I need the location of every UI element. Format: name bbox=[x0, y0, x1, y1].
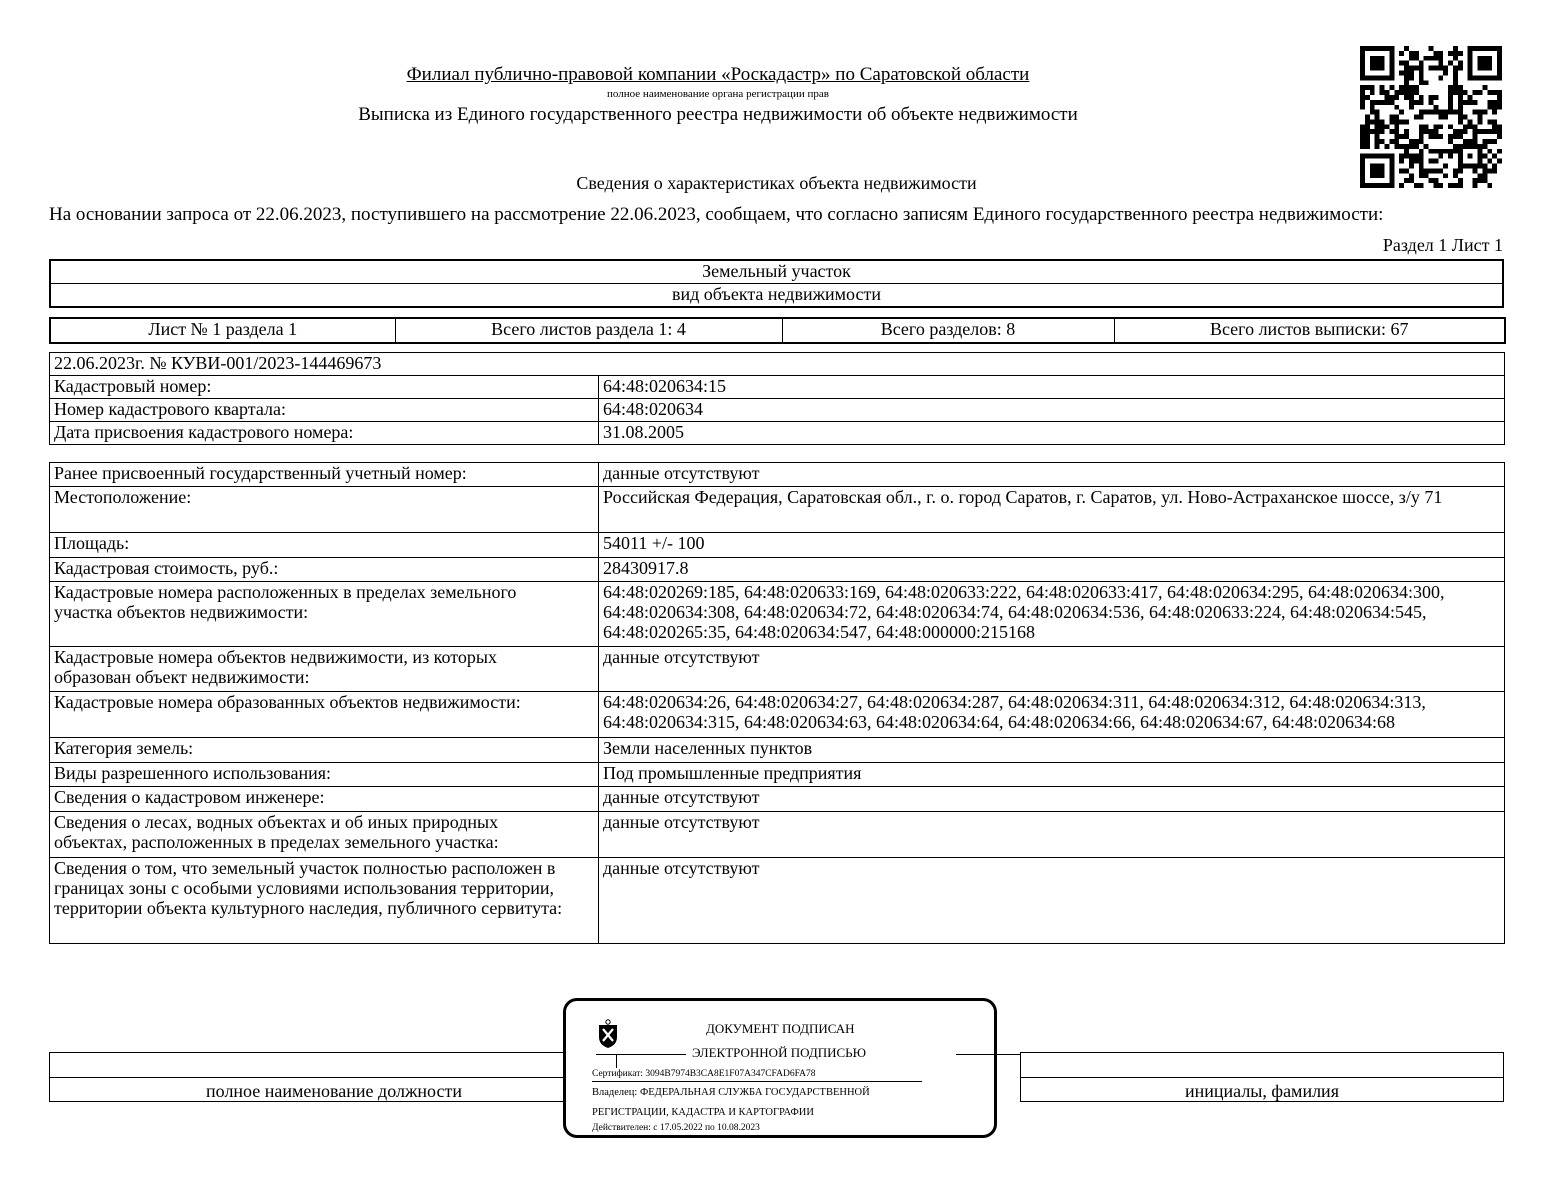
row-value: данные отсутствуют bbox=[599, 463, 1505, 487]
row-label: Сведения о кадастровом инженере: bbox=[50, 787, 599, 812]
position-field-divider bbox=[49, 1077, 567, 1078]
row-value: 64:48:020634:15 bbox=[599, 376, 1505, 399]
row-label: Сведения о лесах, водных объектах и об иных природных объектах, расположенных в пределах земельного участка: bbox=[50, 812, 599, 858]
object-type-caption: вид объекта недвижимости bbox=[50, 284, 1503, 308]
electronic-signature-stamp bbox=[563, 998, 997, 1138]
table-row bbox=[50, 487, 1505, 533]
table-row bbox=[50, 858, 1505, 944]
characteristics-table bbox=[49, 462, 1505, 944]
table-row bbox=[50, 422, 1505, 445]
row-value: данные отсутствуют bbox=[599, 647, 1505, 692]
registrar-name: Филиал публично-правовой компании «Роскадастр» по Саратовской области bbox=[406, 64, 1030, 85]
row-value: 54011 +/- 100 bbox=[599, 533, 1505, 558]
stamp-divider bbox=[616, 1054, 617, 1068]
stamp-divider bbox=[956, 1054, 1020, 1055]
row-value: Под промышленные предприятия bbox=[599, 763, 1505, 787]
sheet-info-table bbox=[49, 317, 1506, 344]
section-sheet-label: Раздел 1 Лист 1 bbox=[1382, 235, 1503, 255]
coat-of-arms-icon bbox=[596, 1019, 620, 1049]
row-label: Сведения о том, что земельный участок полностью расположен в границах зоны с особыми условиями использования территории, территории объекта культурного наследия, публичного сервитута: bbox=[50, 858, 599, 944]
row-label: Кадастровая стоимость, руб.: bbox=[50, 558, 599, 582]
name-caption: инициалы, фамилия bbox=[1185, 1081, 1339, 1101]
table-row bbox=[50, 763, 1505, 787]
object-type: Земельный участок bbox=[50, 260, 1503, 284]
stamp-title-line-2: ЭЛЕКТРОННОЙ ПОДПИСЬЮ bbox=[692, 1045, 866, 1060]
row-label: Площадь: bbox=[50, 533, 599, 558]
table-row bbox=[50, 533, 1505, 558]
row-label: Ранее присвоенный государственный учетный номер: bbox=[50, 463, 599, 487]
stamp-divider bbox=[596, 1054, 686, 1055]
row-value: 31.08.2005 bbox=[599, 422, 1505, 445]
name-field-divider bbox=[1020, 1077, 1504, 1078]
table-row bbox=[50, 812, 1505, 858]
table-row bbox=[50, 463, 1505, 487]
extract-number: 22.06.2023г. № КУВИ-001/2023-144469673 bbox=[50, 353, 1505, 376]
table-row bbox=[50, 738, 1505, 763]
qr-code-icon bbox=[1360, 46, 1502, 188]
row-label: Дата присвоения кадастрового номера: bbox=[50, 422, 599, 445]
extract-sheet-count: Всего листов выписки: 67 bbox=[1114, 318, 1505, 343]
row-value: 28430917.8 bbox=[599, 558, 1505, 582]
table-row bbox=[50, 692, 1505, 738]
section-sheet-count: Всего листов раздела 1: 4 bbox=[395, 318, 782, 343]
table-row bbox=[50, 558, 1505, 582]
section-title: Сведения о характеристиках объекта недвижимости bbox=[576, 173, 977, 193]
certificate-owner: Владелец: ФЕДЕРАЛЬНАЯ СЛУЖБА ГОСУДАРСТВЕННОЙ bbox=[592, 1087, 870, 1098]
row-label: Кадастровые номера объектов недвижимости, из которых образован объект недвижимости: bbox=[50, 647, 599, 692]
certificate-owner-cont: РЕГИСТРАЦИИ, КАДАСТРА И КАРТОГРАФИИ bbox=[592, 1107, 814, 1118]
row-label: Номер кадастрового квартала: bbox=[50, 399, 599, 422]
object-type-table bbox=[49, 259, 1504, 308]
table-row bbox=[50, 376, 1505, 399]
row-label: Кадастровые номера расположенных в пределах земельного участка объектов недвижимости: bbox=[50, 582, 599, 647]
row-value: Земли населенных пунктов bbox=[599, 738, 1505, 763]
row-label: Категория земель: bbox=[50, 738, 599, 763]
row-label: Кадастровые номера образованных объектов недвижимости: bbox=[50, 692, 599, 738]
table-row bbox=[50, 647, 1505, 692]
document-title: Выписка из Единого государственного реестра недвижимости об объекте недвижимости bbox=[358, 104, 1078, 125]
identification-table bbox=[49, 352, 1505, 445]
request-basis-text: На основании запроса от 22.06.2023, поступившего на рассмотрение 22.06.2023, сообщаем, что согласно записям Единого государственного реестра недвижимости: bbox=[49, 204, 1384, 225]
position-caption: полное наименование должности bbox=[206, 1081, 462, 1101]
row-label: Кадастровый номер: bbox=[50, 376, 599, 399]
row-value: данные отсутствуют bbox=[599, 787, 1505, 812]
sheet-number: Лист № 1 раздела 1 bbox=[50, 318, 395, 343]
row-label: Местоположение: bbox=[50, 487, 599, 533]
row-value: данные отсутствуют bbox=[599, 812, 1505, 858]
stamp-divider bbox=[592, 1081, 922, 1082]
stamp-title-line-1: ДОКУМЕНТ ПОДПИСАН bbox=[706, 1021, 855, 1036]
row-value: Российская Федерация, Саратовская обл., г. о. город Саратов, г. Саратов, ул. Ново-Астраханское шоссе, з/у 71 bbox=[599, 487, 1505, 533]
row-value: 64:48:020269:185, 64:48:020633:169, 64:48:020633:222, 64:48:020633:417, 64:48:020634:295, 64:48:020634:300, 64:48:020634:308, 64:48:020634:72, 64:48:020634:74, 64:48:020634:536, 64:48:020633:224, 64:48:020634:545, 64:48:020265:35, 64:48:020634:547, 64:48:000000:215168 bbox=[599, 582, 1505, 647]
row-value: данные отсутствуют bbox=[599, 858, 1505, 944]
registrar-caption: полное наименование органа регистрации прав bbox=[607, 88, 829, 100]
row-value: 64:48:020634:26, 64:48:020634:27, 64:48:020634:287, 64:48:020634:311, 64:48:020634:312, 64:48:020634:313, 64:48:020634:315, 64:48:020634:63, 64:48:020634:64, 64:48:020634:66, 64:48:020634:67, 64:48:020634:68 bbox=[599, 692, 1505, 738]
row-label: Виды разрешенного использования: bbox=[50, 763, 599, 787]
table-row bbox=[50, 399, 1505, 422]
certificate-number: Сертификат: 3094B7974B3CA8E1F07A347CFAD6FA78 bbox=[592, 1069, 816, 1079]
table-row bbox=[50, 787, 1505, 812]
section-count: Всего разделов: 8 bbox=[782, 318, 1114, 343]
certificate-validity: Действителен: с 17.05.2022 по 10.08.2023 bbox=[592, 1123, 760, 1133]
table-row bbox=[50, 582, 1505, 647]
row-value: 64:48:020634 bbox=[599, 399, 1505, 422]
